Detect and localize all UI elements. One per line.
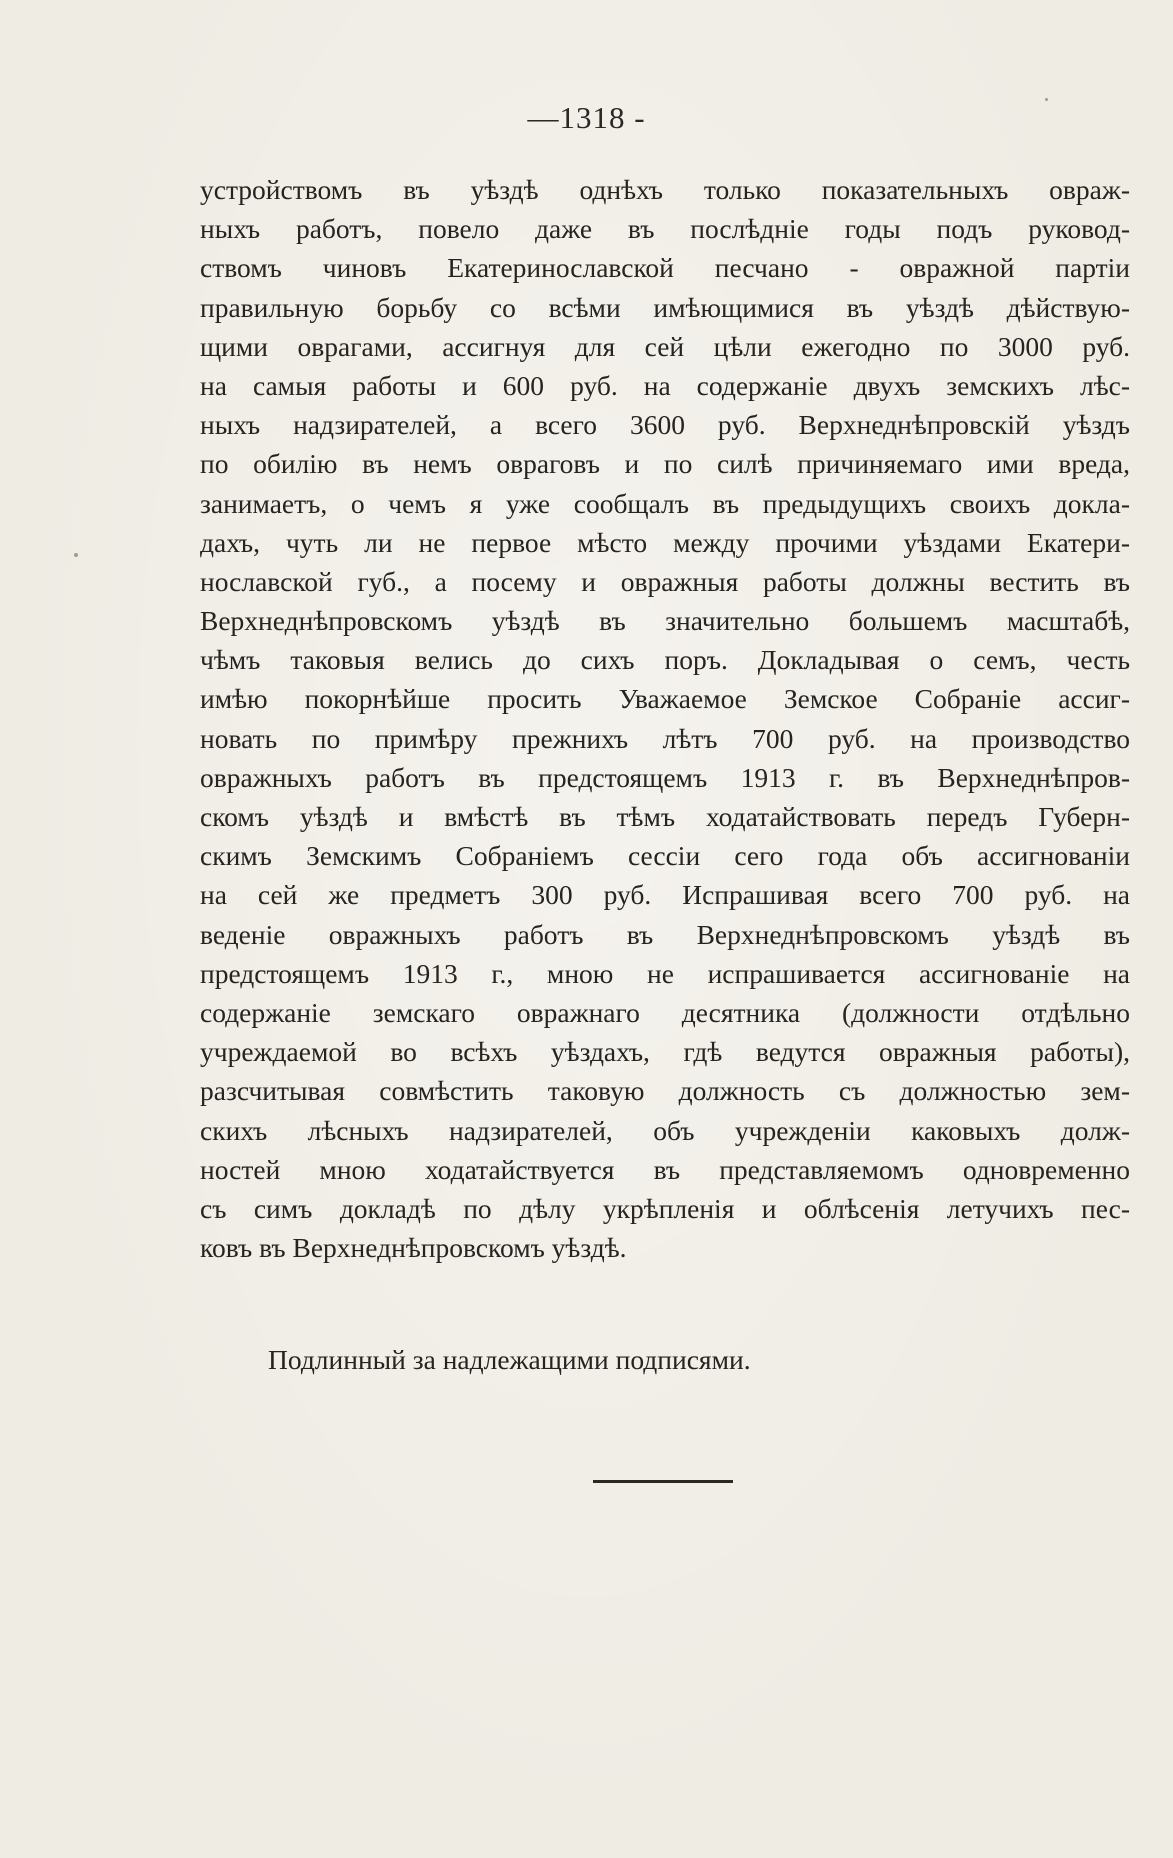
separator-rule	[593, 1480, 733, 1483]
text-line: нославской губ., а посему и овражныя работы должны вестить въ	[200, 565, 1130, 597]
text-line: ствомъ чиновъ Екатеринославской песчано - овражной партіи	[200, 252, 1130, 284]
paper-speck	[1045, 98, 1048, 101]
text-line: занимаетъ, о чемъ я уже сообщалъ въ предыдущихъ своихъ докла-	[200, 487, 1130, 519]
text-line: скомъ уѣздѣ и вмѣстѣ въ тѣмъ ходатайствовать передъ Губерн-	[200, 801, 1130, 832]
text-line: чѣмъ таковыя велись до сихъ поръ. Докладывая о семъ, честь	[200, 644, 1130, 676]
text-line: на самыя работы и 600 руб. на содержаніе двухъ земскихъ лѣс-	[200, 369, 1130, 401]
text-line: веденіе овражныхъ работъ въ Верхнеднѣпровскомъ уѣздѣ въ	[200, 918, 1130, 950]
text-line: Верхнеднѣпровскомъ уѣздѣ въ значительно большемъ масштабѣ,	[200, 605, 1130, 637]
text-line: по обилію въ немъ овраговъ и по силѣ причиняемаго ими вреда,	[200, 448, 1130, 480]
text-line: предстоящемъ 1913 г., мною не испрашивается ассигнованіе на	[200, 957, 1130, 989]
text-line: ковъ въ Верхнеднѣпровскомъ уѣздѣ.	[200, 1232, 627, 1264]
text-line: ныхъ работъ, повело даже въ послѣдніе годы подъ руковод-	[200, 213, 1130, 245]
text-line: содержаніе земскаго овражнаго десятника (должности отдѣльно	[200, 996, 1130, 1028]
body-text	[200, 170, 1130, 1267]
text-line: на сей же предметъ 300 руб. Испрашивая всего 700 руб. на	[200, 879, 1130, 911]
text-line: учреждаемой во всѣхъ уѣздахъ, гдѣ ведутся овражныя работы),	[200, 1036, 1130, 1068]
text-line: овражныхъ работъ въ предстоящемъ 1913 г. въ Верхнеднѣпров-	[200, 761, 1130, 793]
page-number: —1318 -	[527, 100, 646, 135]
text-line: скихъ лѣсныхъ надзирателей, объ учрежденіи каковыхъ долж-	[200, 1114, 1130, 1146]
text-line: ныхъ надзирателей, а всего 3600 руб. Верхнеднѣпровскій уѣздъ	[200, 409, 1130, 441]
text-line: ностей мною ходатайствуется въ представляемомъ одновременно	[200, 1153, 1130, 1185]
text-line: правильную борьбу со всѣми имѣющимися въ уѣздѣ дѣйствую-	[200, 291, 1130, 323]
paper-speck	[74, 553, 78, 557]
text-line: новать по примѣру прежнихъ лѣтъ 700 руб. на производство	[200, 722, 1130, 754]
signature-note: Подлинный за надлежащими подписями.	[268, 1344, 751, 1375]
text-line: дахъ, чуть ли не первое мѣсто между прочими уѣздами Екатери-	[200, 526, 1130, 558]
text-line: щими оврагами, ассигнуя для сей цѣли ежегодно по 3000 руб.	[200, 330, 1130, 362]
text-line: скимъ Земскимъ Собраніемъ сессіи сего года объ ассигнованіи	[200, 840, 1130, 872]
text-line: съ симъ докладѣ по дѣлу укрѣпленія и облѣсенія летучихъ пес-	[200, 1192, 1130, 1224]
text-line: устройствомъ въ уѣздѣ однѣхъ только показательныхъ овраж-	[200, 174, 1130, 205]
text-line: имѣю покорнѣйше просить Уважаемое Земское Собраніе ассиг-	[200, 683, 1130, 715]
text-line: разсчитывая совмѣстить таковую должность съ должностью зем-	[200, 1075, 1130, 1107]
